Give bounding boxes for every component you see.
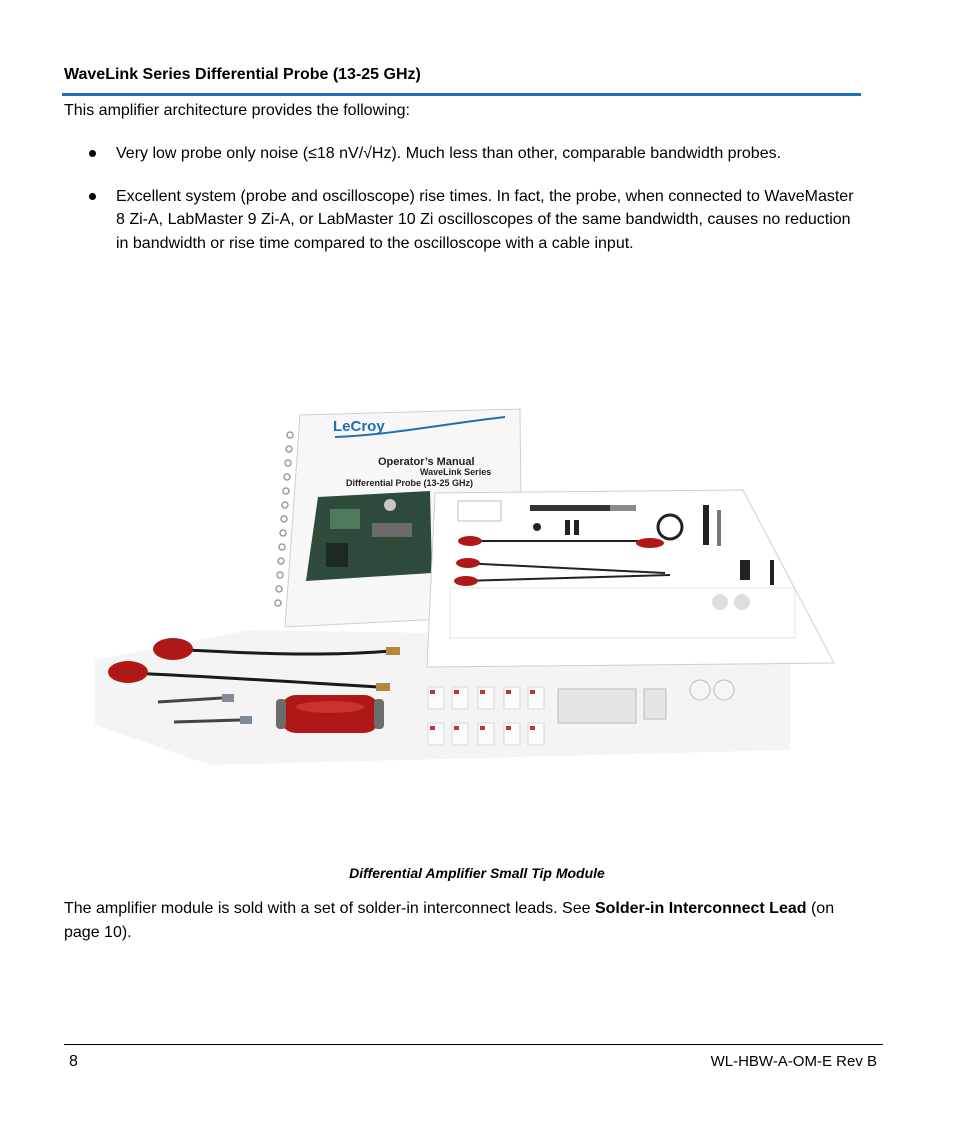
list-item bbox=[64, 142, 864, 166]
bullet-icon bbox=[89, 193, 96, 200]
list-item-text: Very low probe only noise (≤18 nV/√Hz). Much less than other, comparable bandwidth probes. bbox=[116, 145, 782, 162]
amplifier-module bbox=[276, 695, 384, 733]
manual-series: WaveLink Series bbox=[420, 467, 492, 477]
feature-list bbox=[64, 142, 864, 274]
body-paragraph bbox=[64, 897, 854, 945]
cross-reference-link[interactable]: Solder-in Interconnect Lead bbox=[594, 900, 807, 917]
footer-rule bbox=[64, 1044, 883, 1045]
bullet-icon bbox=[89, 150, 96, 157]
page-number: 8 bbox=[69, 1053, 78, 1070]
document-id: WL-HBW-A-OM-E Rev B bbox=[710, 1053, 877, 1070]
intro-text: This amplifier architecture provides the following: bbox=[64, 102, 410, 119]
figure-caption: Differential Amplifier Small Tip Module bbox=[349, 865, 605, 881]
list-item-text: Excellent system (probe and oscilloscope) rise times. In fact, the probe, when connected to WaveMaster 8 Zi-A, LabMaster 9 Zi-A, or LabMaster 10 Zi oscilloscopes of the same bandwidth, causes no reduction in bandwidth or rise time compared to the oscilloscope with a cable input. bbox=[116, 187, 854, 252]
kit-packaging-card bbox=[427, 490, 834, 667]
manual-title: Operator’s Manual bbox=[378, 456, 475, 468]
section-heading: WaveLink Series Differential Probe (13-25 GHz) bbox=[64, 66, 421, 83]
manual-brand-logo: LeCroy bbox=[333, 418, 385, 435]
probe-kit-photo bbox=[90, 405, 850, 775]
manual-subtitle: Differential Probe (13-25 GHz) bbox=[346, 478, 474, 488]
paragraph-text: The amplifier module is sold with a set of solder-in interconnect leads. See bbox=[64, 900, 595, 917]
list-item bbox=[64, 185, 864, 256]
heading-rule bbox=[62, 93, 861, 96]
paragraph-text: (on page 10). bbox=[64, 900, 835, 941]
